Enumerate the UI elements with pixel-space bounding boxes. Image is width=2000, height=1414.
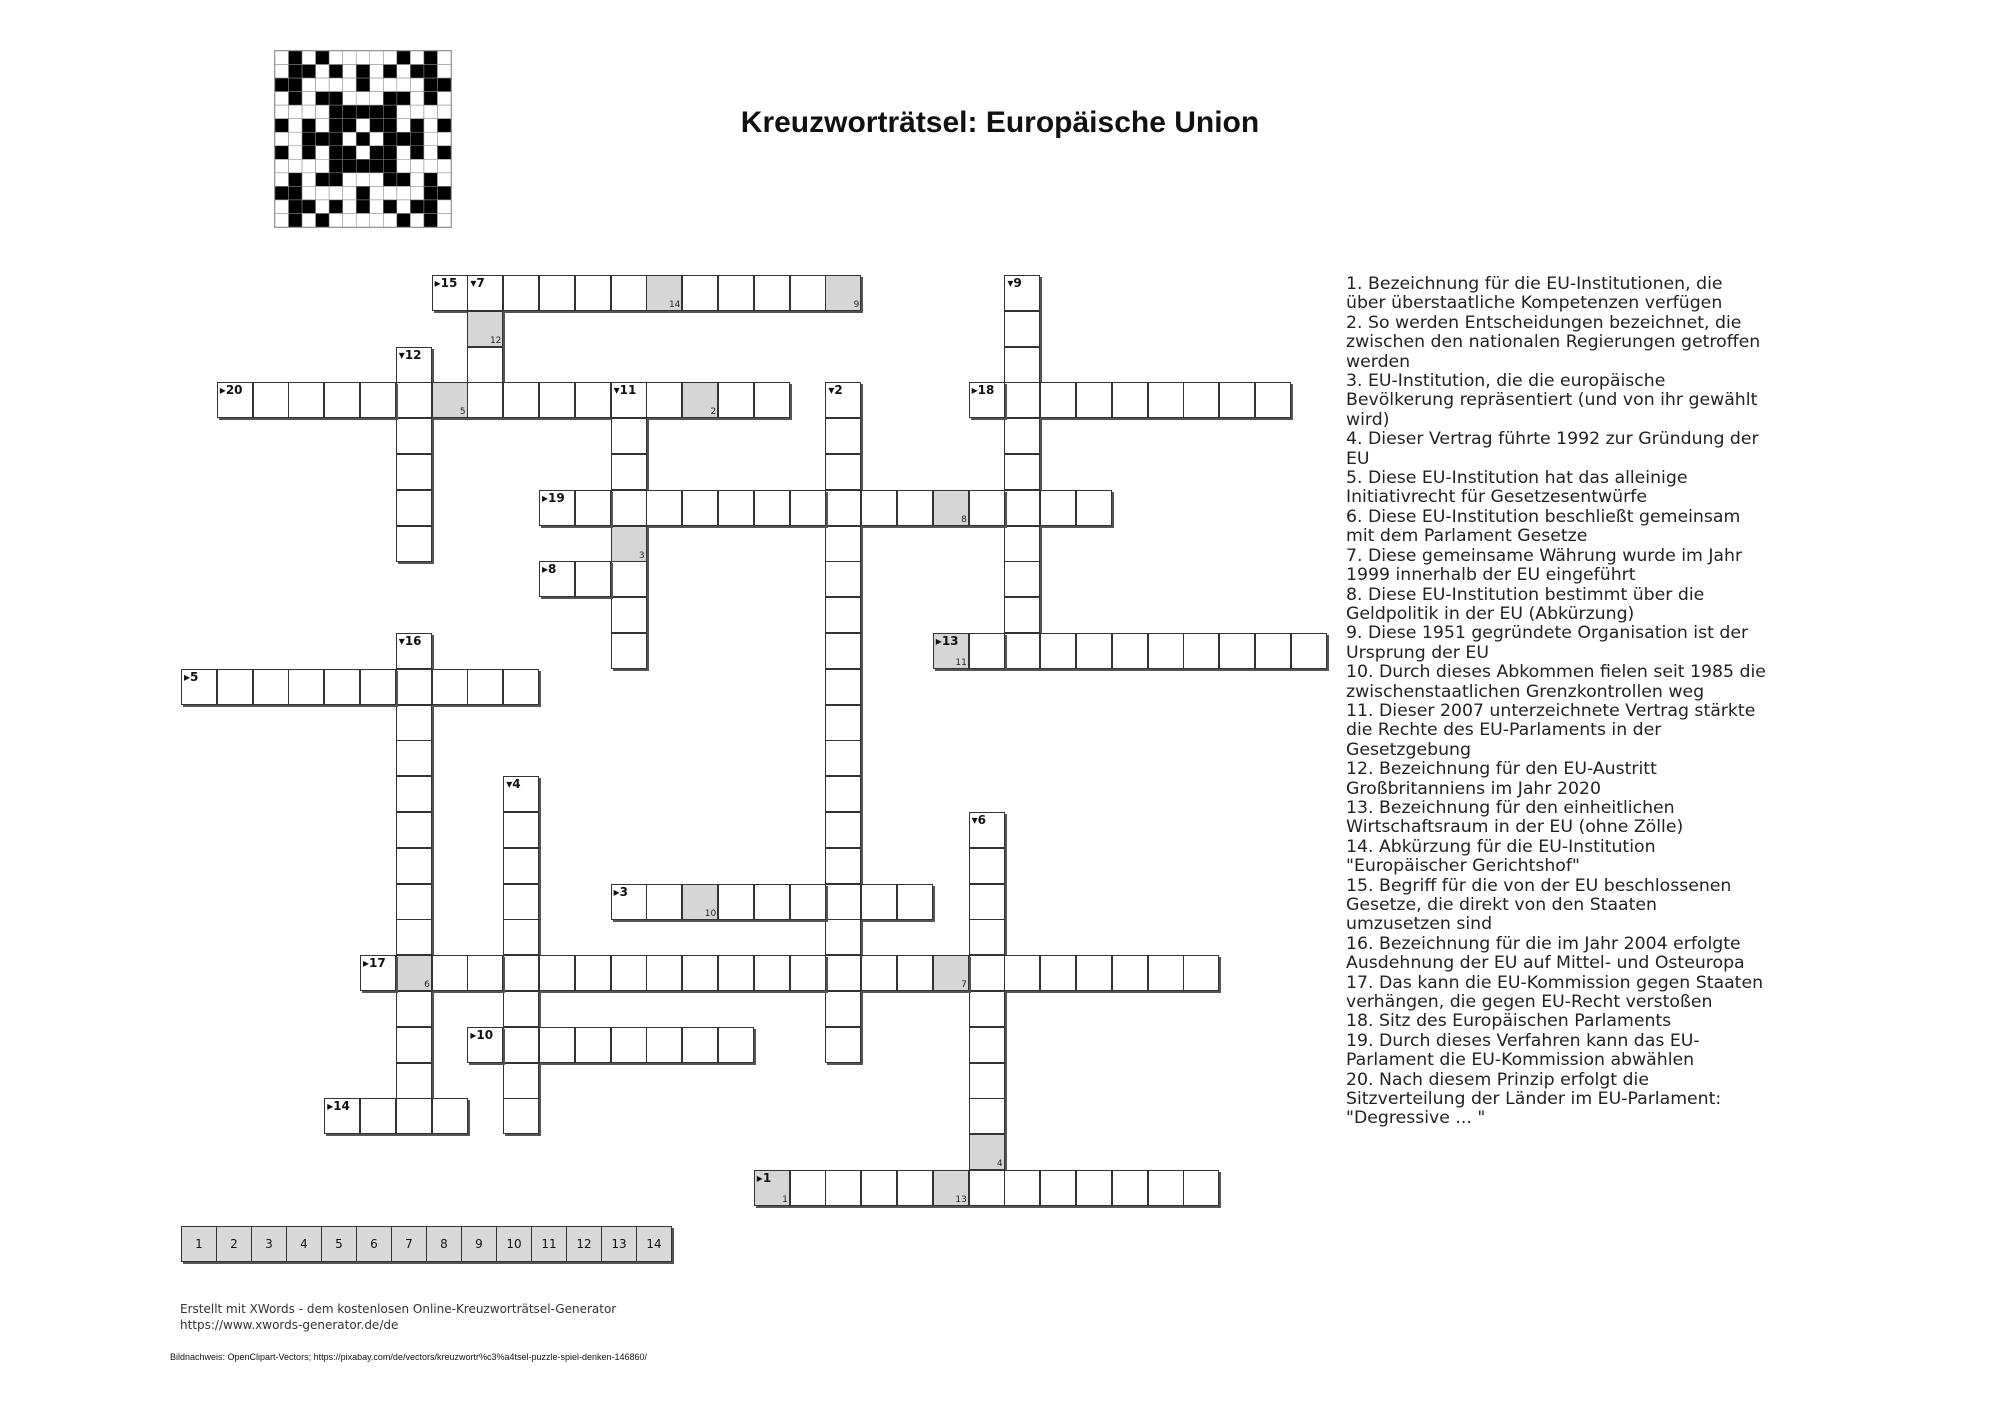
- grid-cell[interactable]: [969, 884, 1005, 920]
- grid-cell[interactable]: [611, 382, 647, 418]
- clue-number: ▾12: [398, 347, 422, 362]
- grid-cell[interactable]: [396, 705, 432, 741]
- grid-cell[interactable]: [396, 418, 432, 454]
- clue-number: ▾16: [398, 634, 422, 648]
- credit-line: Erstellt mit XWords - dem kostenlosen Online-Kreuzworträtsel-Generator: [180, 1302, 617, 1316]
- clue-list: [1346, 275, 1766, 1129]
- grid-cell[interactable]: [825, 526, 861, 562]
- grid-cell[interactable]: [611, 418, 647, 454]
- grid-cell[interactable]: [503, 776, 539, 812]
- solution-cell[interactable]: 10: [496, 1226, 532, 1262]
- grid-cell[interactable]: [825, 776, 861, 812]
- grid-cell[interactable]: [825, 740, 861, 776]
- grid-cell[interactable]: [467, 382, 503, 418]
- grid-cell[interactable]: [825, 669, 861, 705]
- grid-cell[interactable]: [396, 454, 432, 490]
- grid-cell[interactable]: [897, 955, 933, 991]
- grid-cell[interactable]: [825, 812, 861, 848]
- clue-number: ▸14: [327, 1099, 350, 1114]
- grid-cell[interactable]: [1040, 382, 1076, 418]
- grid-cell[interactable]: [825, 633, 861, 669]
- grid-cell[interactable]: [539, 382, 575, 418]
- page-title: Kreuzworträtsel: Europäische Union: [740, 106, 1260, 139]
- grid-cell[interactable]: [1112, 633, 1148, 669]
- grid-cell[interactable]: [539, 561, 575, 597]
- grid-cell[interactable]: [969, 633, 1005, 669]
- clue-item: 14. Abkürzung für die EU-Institution "Europäischer Gerichtshof": [1346, 836, 1656, 877]
- solution-cell[interactable]: 13: [601, 1226, 637, 1262]
- clue-number: ▾4: [506, 777, 521, 792]
- grid-cell[interactable]: [396, 669, 432, 705]
- grid-cell[interactable]: [825, 955, 861, 991]
- clue-item: 13. Bezeichnung für den einheitlichen Wirtschaftsraum in der EU (ohne Zölle): [1346, 797, 1684, 838]
- grid-cell[interactable]: [754, 490, 790, 526]
- clue-item: 6. Diese EU-Institution beschließt gemeinsam mit dem Parlament Gesetze: [1346, 506, 1741, 547]
- grid-cell[interactable]: [1004, 526, 1040, 562]
- solution-cell[interactable]: 5: [321, 1226, 357, 1262]
- solution-index: 9: [853, 300, 860, 310]
- grid-cell[interactable]: [969, 955, 1005, 991]
- grid-cell[interactable]: [432, 275, 468, 311]
- grid-cell[interactable]: [1148, 633, 1184, 669]
- grid-cell[interactable]: [1183, 382, 1219, 418]
- grid-cell[interactable]: [575, 382, 611, 418]
- grid-cell[interactable]: [396, 526, 432, 562]
- grid-cell[interactable]: [825, 382, 861, 418]
- grid-cell[interactable]: [575, 561, 611, 597]
- grid-cell[interactable]: [933, 490, 969, 526]
- grid-cell[interactable]: [503, 1098, 539, 1134]
- grid-cell[interactable]: [825, 1027, 861, 1063]
- grid-cell[interactable]: [503, 812, 539, 848]
- grid-cell[interactable]: [217, 382, 253, 418]
- grid-cell[interactable]: [467, 955, 503, 991]
- grid-cell[interactable]: [1148, 382, 1184, 418]
- grid-cell[interactable]: [611, 454, 647, 490]
- grid-cell[interactable]: [217, 669, 253, 705]
- solution-cell[interactable]: 11: [531, 1226, 567, 1262]
- credit-link[interactable]: https://www.xwords-generator.de/de: [180, 1318, 399, 1332]
- grid-cell[interactable]: [467, 1027, 503, 1063]
- grid-cell[interactable]: [1148, 955, 1184, 991]
- grid-cell[interactable]: [360, 669, 396, 705]
- grid-cell[interactable]: [1004, 490, 1040, 526]
- grid-cell[interactable]: [825, 561, 861, 597]
- grid-cell[interactable]: [503, 991, 539, 1027]
- solution-index: 2: [710, 407, 717, 418]
- grid-cell[interactable]: [575, 1027, 611, 1063]
- grid-cell[interactable]: [432, 1098, 468, 1134]
- grid-cell[interactable]: [288, 382, 324, 418]
- solution-index: 1: [782, 1195, 788, 1205]
- grid-cell[interactable]: [969, 1170, 1005, 1206]
- grid-cell[interactable]: [897, 490, 933, 526]
- grid-cell[interactable]: [396, 1063, 432, 1099]
- grid-cell[interactable]: [861, 1170, 897, 1206]
- grid-cell[interactable]: [503, 919, 539, 955]
- grid-cell[interactable]: [1004, 275, 1040, 311]
- clue-item: 4. Dieser Vertrag führte 1992 zur Gründung der EU: [1346, 429, 1759, 469]
- grid-cell[interactable]: [1183, 1170, 1219, 1206]
- solution-index: 7: [961, 980, 967, 991]
- grid-cell[interactable]: [682, 275, 718, 311]
- grid-cell[interactable]: [396, 919, 432, 955]
- grid-cell[interactable]: [969, 382, 1005, 418]
- grid-cell[interactable]: [682, 490, 718, 526]
- clue-item: 8. Diese EU-Institution bestimmt über die Geldpolitik in der EU (Abkürzung): [1346, 584, 1705, 624]
- grid-cell[interactable]: [969, 1063, 1005, 1099]
- grid-cell[interactable]: [396, 776, 432, 812]
- grid-cell[interactable]: [825, 454, 861, 490]
- grid-cell[interactable]: [611, 1027, 647, 1063]
- solution-index: 3: [638, 550, 645, 561]
- grid-cell[interactable]: [1040, 1170, 1076, 1206]
- grid-cell[interactable]: [969, 1134, 1005, 1170]
- grid-cell[interactable]: [682, 382, 718, 418]
- clue-item: 15. Begriff für die von der EU beschlossenen Gesetze, die direkt von den Staaten umzusetzen sind: [1346, 875, 1732, 935]
- grid-cell[interactable]: [790, 275, 826, 311]
- grid-cell[interactable]: [575, 955, 611, 991]
- grid-cell[interactable]: [825, 490, 861, 526]
- grid-cell[interactable]: [1004, 311, 1040, 347]
- grid-cell[interactable]: [969, 812, 1005, 848]
- grid-cell[interactable]: [682, 1027, 718, 1063]
- grid-cell[interactable]: [1004, 454, 1040, 490]
- grid-cell[interactable]: [611, 526, 647, 562]
- grid-cell[interactable]: [324, 669, 360, 705]
- solution-index: 13: [955, 1195, 967, 1205]
- grid-cell[interactable]: [467, 669, 503, 705]
- solution-row: [181, 1226, 671, 1262]
- clue-item: 11. Dieser 2007 unterzeichnete Vertrag stärkte die Rechte des EU-Parlaments in der Gesetzgebung: [1346, 700, 1756, 760]
- grid-cell[interactable]: [1112, 955, 1148, 991]
- solution-cell[interactable]: 2: [216, 1226, 252, 1262]
- grid-cell[interactable]: [646, 955, 682, 991]
- grid-cell[interactable]: [646, 275, 682, 311]
- grid-cell[interactable]: [1291, 633, 1327, 669]
- grid-cell[interactable]: [1004, 955, 1040, 991]
- clue-number: ▸20: [219, 383, 243, 398]
- grid-cell[interactable]: [790, 490, 826, 526]
- grid-cell[interactable]: [825, 1170, 861, 1206]
- grid-cell[interactable]: [503, 1063, 539, 1099]
- clue-item: 5. Diese EU-Institution hat das alleinige Initiativrecht für Gesetzesentwürfe: [1346, 468, 1688, 508]
- grid-cell[interactable]: [467, 311, 503, 347]
- grid-cell[interactable]: [503, 848, 539, 884]
- grid-cell[interactable]: [718, 955, 754, 991]
- grid-cell[interactable]: [861, 884, 897, 920]
- grid-cell[interactable]: [1076, 490, 1112, 526]
- grid-cell[interactable]: [1004, 418, 1040, 454]
- grid-cell[interactable]: [718, 1027, 754, 1063]
- grid-cell[interactable]: [539, 1027, 575, 1063]
- clue-item: 20. Nach diesem Prinzip erfolgt die Sitzverteilung der Länder im EU-Parlament: "Degressive ... ": [1346, 1069, 1722, 1129]
- grid-cell[interactable]: [396, 848, 432, 884]
- crossword-grid-icon: [274, 50, 452, 228]
- grid-cell[interactable]: [646, 382, 682, 418]
- grid-cell[interactable]: [1004, 561, 1040, 597]
- generator-credit: [180, 1301, 616, 1333]
- grid-cell[interactable]: [1040, 633, 1076, 669]
- grid-cell[interactable]: [754, 382, 790, 418]
- solution-index: 10: [704, 908, 717, 919]
- grid-cell[interactable]: [1076, 1170, 1112, 1206]
- grid-cell[interactable]: [1076, 955, 1112, 991]
- grid-cell[interactable]: [790, 884, 826, 920]
- grid-cell[interactable]: [1183, 955, 1219, 991]
- clue-item: 1. Bezeichnung für die EU-Institutionen, die über überstaatliche Kompetenzen verfügen: [1346, 274, 1723, 314]
- grid-cell[interactable]: [396, 490, 432, 526]
- clue-number: ▸1: [756, 1171, 772, 1185]
- solution-index: 4: [996, 1159, 1003, 1170]
- solution-cell[interactable]: 3: [251, 1226, 287, 1262]
- grid-cell[interactable]: [396, 382, 432, 418]
- grid-cell[interactable]: [1219, 633, 1255, 669]
- clue-number: ▸8: [542, 562, 557, 577]
- solution-cell[interactable]: 4: [286, 1226, 322, 1262]
- grid-cell[interactable]: [539, 490, 575, 526]
- grid-cell[interactable]: [969, 919, 1005, 955]
- grid-cell[interactable]: [933, 955, 969, 991]
- clue-item: 18. Sitz des Europäischen Parlaments: [1346, 1011, 1672, 1032]
- grid-cell[interactable]: [1004, 347, 1040, 383]
- grid-cell[interactable]: [253, 669, 289, 705]
- grid-cell[interactable]: [718, 382, 754, 418]
- grid-cell[interactable]: [718, 490, 754, 526]
- clue-number: ▾6: [971, 813, 986, 827]
- grid-cell[interactable]: [360, 1098, 396, 1134]
- grid-cell[interactable]: [790, 955, 826, 991]
- grid-cell[interactable]: [790, 1170, 826, 1206]
- grid-cell[interactable]: [1076, 382, 1112, 418]
- grid-cell[interactable]: [646, 490, 682, 526]
- solution-cell[interactable]: 8: [426, 1226, 462, 1262]
- grid-cell[interactable]: [1004, 1170, 1040, 1206]
- grid-cell[interactable]: [969, 490, 1005, 526]
- grid-cell[interactable]: [1004, 633, 1040, 669]
- grid-cell[interactable]: [646, 1027, 682, 1063]
- grid-cell[interactable]: [503, 884, 539, 920]
- clue-number: ▸3: [613, 884, 628, 899]
- grid-cell[interactable]: [1040, 490, 1076, 526]
- grid-cell[interactable]: [503, 955, 539, 991]
- grid-cell[interactable]: [969, 1098, 1005, 1134]
- grid-cell[interactable]: [754, 275, 790, 311]
- grid-cell[interactable]: [611, 633, 647, 669]
- grid-cell[interactable]: [432, 382, 468, 418]
- grid-cell[interactable]: [396, 812, 432, 848]
- grid-cell[interactable]: [897, 884, 933, 920]
- grid-cell[interactable]: [253, 382, 289, 418]
- solution-index: 12: [489, 335, 502, 346]
- grid-cell[interactable]: [1255, 382, 1291, 418]
- grid-cell[interactable]: [825, 418, 861, 454]
- grid-cell[interactable]: [754, 884, 790, 920]
- solution-cell[interactable]: 12: [566, 1226, 602, 1262]
- grid-cell[interactable]: [825, 991, 861, 1027]
- solution-index: 5: [459, 407, 466, 418]
- image-credit: Bildnachweis: OpenClipart-Vectors; https://pixabay.com/de/vectors/kreuzwortr%c3%a4tsel-puzzle-spiel-denken-146860/: [170, 1352, 648, 1362]
- grid-cell[interactable]: [825, 919, 861, 955]
- grid-cell[interactable]: [682, 955, 718, 991]
- grid-cell[interactable]: [1112, 1170, 1148, 1206]
- solution-cell[interactable]: 14: [636, 1226, 672, 1262]
- grid-cell[interactable]: [933, 1170, 969, 1206]
- clue-number: ▾9: [1007, 276, 1022, 290]
- grid-cell[interactable]: [324, 1098, 360, 1134]
- grid-cell[interactable]: [969, 848, 1005, 884]
- clue-item: 12. Bezeichnung für den EU-Austritt Großbritanniens im Jahr 2020: [1346, 759, 1657, 799]
- clue-number: ▸10: [470, 1027, 494, 1042]
- grid-cell[interactable]: [611, 884, 647, 920]
- solution-cell[interactable]: 6: [356, 1226, 392, 1262]
- grid-cell[interactable]: [861, 490, 897, 526]
- clue-number: ▾2: [828, 383, 843, 398]
- grid-cell[interactable]: [396, 1027, 432, 1063]
- grid-cell[interactable]: [1112, 382, 1148, 418]
- clue-number: ▾7: [470, 276, 485, 290]
- grid-cell[interactable]: [324, 382, 360, 418]
- grid-cell[interactable]: [1076, 633, 1112, 669]
- grid-cell[interactable]: [1004, 597, 1040, 633]
- solution-index: 8: [961, 514, 967, 525]
- grid-cell[interactable]: [754, 1170, 790, 1206]
- grid-cell[interactable]: [825, 597, 861, 633]
- grid-cell[interactable]: [539, 955, 575, 991]
- grid-cell[interactable]: [825, 275, 861, 311]
- grid-cell[interactable]: [1219, 382, 1255, 418]
- grid-cell[interactable]: [467, 347, 503, 383]
- clue-item: 17. Das kann die EU-Kommission gegen Staaten verhängen, die gegen EU-Recht verstoßen: [1346, 972, 1764, 1013]
- grid-cell[interactable]: [467, 275, 503, 311]
- grid-cell[interactable]: [611, 275, 647, 311]
- clue-item: 9. Diese 1951 gegründete Organisation ist der Ursprung der EU: [1346, 623, 1749, 663]
- grid-cell[interactable]: [432, 669, 468, 705]
- grid-cell[interactable]: [288, 669, 324, 705]
- solution-index: 14: [668, 300, 681, 310]
- grid-cell[interactable]: [1183, 633, 1219, 669]
- grid-cell[interactable]: [575, 490, 611, 526]
- grid-cell[interactable]: [611, 597, 647, 633]
- grid-cell[interactable]: [360, 955, 396, 991]
- clue-item: 2. So werden Entscheidungen bezeichnet, die zwischen den nationalen Regierungen getroffen werden: [1346, 312, 1761, 372]
- grid-cell[interactable]: [718, 275, 754, 311]
- grid-cell[interactable]: [611, 955, 647, 991]
- clue-item: 7. Diese gemeinsame Währung wurde im Jahr 1999 innerhalb der EU eingeführt: [1346, 545, 1743, 586]
- grid-cell[interactable]: [575, 275, 611, 311]
- grid-cell[interactable]: [611, 561, 647, 597]
- grid-cell[interactable]: [969, 991, 1005, 1027]
- clue-item: 19. Durch dieses Verfahren kann das EU-Parlament die EU-Kommission abwählen: [1346, 1030, 1700, 1071]
- grid-cell[interactable]: [396, 633, 432, 669]
- clue-number: ▸18: [971, 383, 995, 398]
- solution-index: 11: [955, 658, 967, 668]
- clue-item: 16. Bezeichnung für die im Jahr 2004 erfolgte Ausdehnung der EU auf Mittel- und Osteuropa: [1346, 933, 1745, 974]
- grid-cell[interactable]: [181, 669, 217, 705]
- clue-item: 3. EU-Institution, die die europäische Bevölkerung repräsentiert (und von ihr gewählt wird): [1346, 371, 1758, 430]
- clue-number: ▾11: [613, 383, 637, 398]
- grid-cell[interactable]: [503, 669, 539, 705]
- grid-cell[interactable]: [396, 955, 432, 991]
- grid-cell[interactable]: [396, 347, 432, 383]
- solution-index: 6: [424, 980, 430, 991]
- grid-cell[interactable]: [360, 382, 396, 418]
- clue-number: ▸15: [434, 276, 458, 290]
- grid-cell[interactable]: [611, 490, 647, 526]
- grid-cell[interactable]: [861, 955, 897, 991]
- grid-cell[interactable]: [1255, 633, 1291, 669]
- grid-cell[interactable]: [539, 275, 575, 311]
- grid-cell[interactable]: [969, 1027, 1005, 1063]
- solution-cell[interactable]: 1: [181, 1226, 217, 1262]
- grid-cell[interactable]: [754, 955, 790, 991]
- solution-cell[interactable]: 9: [461, 1226, 497, 1262]
- clue-number: ▸5: [184, 669, 199, 684]
- grid-cell[interactable]: [1148, 1170, 1184, 1206]
- grid-cell[interactable]: [646, 884, 682, 920]
- grid-cell[interactable]: [718, 884, 754, 920]
- grid-cell[interactable]: [1040, 955, 1076, 991]
- grid-cell[interactable]: [396, 740, 432, 776]
- grid-cell[interactable]: [503, 1027, 539, 1063]
- solution-cell[interactable]: 7: [391, 1226, 427, 1262]
- grid-cell[interactable]: [396, 884, 432, 920]
- grid-cell[interactable]: [1004, 382, 1040, 418]
- grid-cell[interactable]: [825, 848, 861, 884]
- grid-cell[interactable]: [396, 991, 432, 1027]
- grid-cell[interactable]: [682, 884, 718, 920]
- grid-cell[interactable]: [933, 633, 969, 669]
- grid-cell[interactable]: [503, 275, 539, 311]
- grid-cell[interactable]: [396, 1098, 432, 1134]
- clue-item: 10. Durch dieses Abkommen fielen seit 1985 die zwischenstaatlichen Grenzkontrollen weg: [1346, 662, 1766, 702]
- clue-number: ▸13: [935, 634, 959, 648]
- grid-cell[interactable]: [825, 884, 861, 920]
- grid-cell[interactable]: [432, 955, 468, 991]
- clue-number: ▸17: [363, 956, 386, 971]
- grid-cell[interactable]: [825, 705, 861, 741]
- grid-cell[interactable]: [503, 382, 539, 418]
- grid-cell[interactable]: [897, 1170, 933, 1206]
- clue-number: ▸19: [542, 490, 565, 505]
